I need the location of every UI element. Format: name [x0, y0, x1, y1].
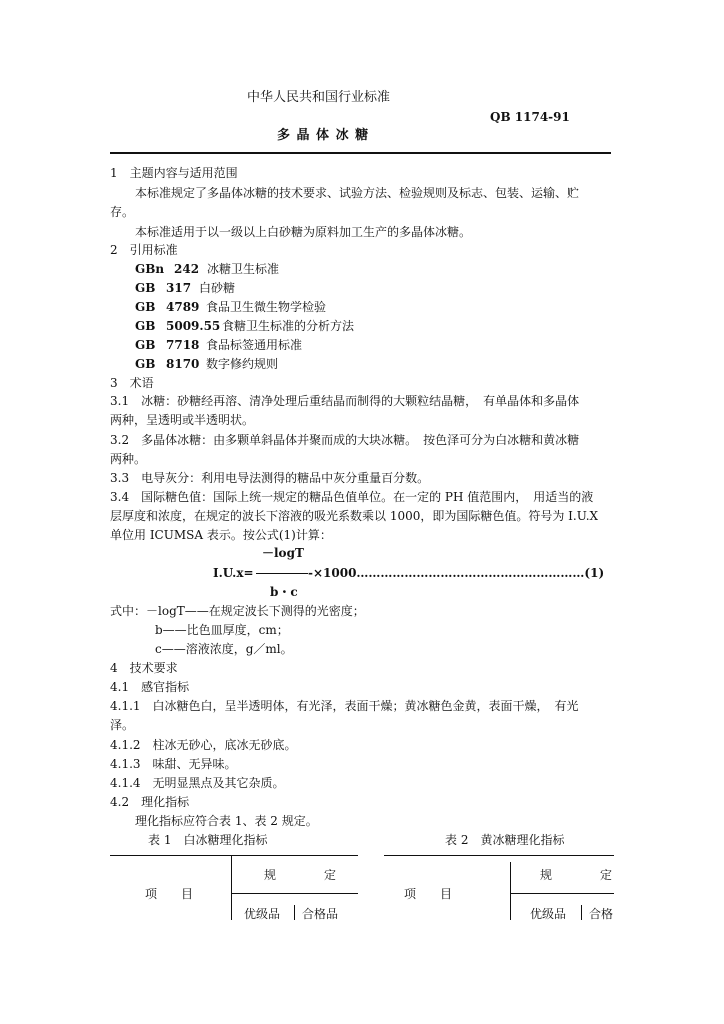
reference-prefix: GB: [135, 319, 156, 333]
subsection-4-2: 4.2 理化指标: [110, 795, 190, 809]
term-3-1-cont: 两种，呈透明或半透明状。: [110, 413, 255, 427]
reference-number: 4789: [166, 300, 200, 314]
reference-number: 317: [166, 281, 192, 295]
fraction-bar: [256, 573, 308, 574]
reference-number: 8170: [166, 357, 200, 371]
formula-numerator: －logT: [262, 546, 304, 560]
section-1-para-2: 本标准适用于以一级以上白砂糖为原料加工生产的多晶体冰糖。: [135, 225, 472, 239]
term-3-4: 3.4 国际糖色值：国际上统一规定的糖品色值单位。在一定的 PH 值范围内， 用适当的液: [110, 490, 594, 504]
term-3-1: 3.1 冰糖：砂糖经再溶、清净处理后重结晶而制得的大颗粒结晶糖， 有单晶体和多晶体: [110, 394, 580, 408]
reference-title: 食品标签通用标准: [206, 338, 303, 352]
table-2-header-qualified: 合格: [589, 907, 614, 921]
table-1-top-rule: [110, 855, 358, 856]
table-1-mid-rule: [231, 893, 358, 894]
term-3-4-cont-2: 单位用 ICUMSA 表示。按公式(1)计算：: [110, 528, 332, 542]
term-3-2: 3.2 多晶体冰糖：由多颗单斜晶体并聚而成的大块冰糖。 按色泽可分为白冰糖和黄冰糖: [110, 433, 580, 447]
section-4-2-para: 理化指标应符合表 1、表 2 规定。: [135, 814, 318, 828]
reference-title: 食品卫生微生物学检验: [206, 300, 327, 314]
item-4-1-2: 4.1.2 柱冰无砂心，底冰无砂底。: [110, 738, 297, 752]
formula-lhs: I.U.x=: [213, 566, 254, 580]
term-3-4-cont: 层厚度和浓度，在规定的波长下溶液的吸光系数乘以 1000，即为国际糖色值。符号为 I.U.X: [110, 509, 599, 523]
reference-title: 冰糖卫生标准: [207, 262, 280, 276]
section-3-heading: 3 术语: [110, 376, 154, 390]
table-2-subcolumn-divider: [581, 905, 582, 920]
subsection-4-1: 4.1 感官指标: [110, 680, 190, 694]
item-4-1-3: 4.1.3 味甜、无异味。: [110, 757, 237, 771]
term-3-2-cont: 两种。: [110, 452, 147, 466]
table-1-column-divider: [231, 855, 232, 920]
table-1-header-item: 项 目: [145, 887, 194, 901]
item-4-1-1: 4.1.1 白冰糖色白，呈半透明体，有光泽，表面干燥；黄冰糖色金黄，表面干燥， 有光: [110, 699, 579, 713]
reference-prefix: GB: [135, 357, 156, 371]
reference-title: 食糖卫生标准的分析方法: [222, 319, 355, 333]
table-1-caption: 表 1 白冰糖理化指标: [148, 833, 268, 847]
table-2-header-item: 项 目: [404, 887, 453, 901]
reference-title: 数字修约规则: [206, 357, 279, 371]
section-1-para-1-cont: 存。: [110, 205, 135, 219]
table-2-caption: 表 2 黄冰糖理化指标: [445, 833, 565, 847]
item-4-1-1-cont: 泽。: [110, 718, 135, 732]
reference-prefix: GBn: [135, 262, 165, 276]
section-2-heading: 2 引用标准: [110, 243, 178, 257]
section-1-para-1: 本标准规定了多晶体冰糖的技术要求、试验方法、检验规则及标志、包装、运输、贮: [135, 186, 580, 200]
header-rule: [110, 152, 611, 154]
formula-rhs: -×1000…………………………………………………(1): [308, 566, 605, 580]
standard-org: 中华人民共和国行业标准: [247, 90, 391, 105]
item-4-1-4: 4.1.4 无明显黑点及其它杂质。: [110, 776, 285, 790]
table-1-header-spec: 规 定: [264, 868, 337, 882]
formula-where-3: c——溶液浓度，g／ml。: [155, 642, 293, 656]
reference-prefix: GB: [135, 338, 156, 352]
term-3-3: 3.3 电导灰分：利用电导法测得的糖品中灰分重量百分数。: [110, 471, 430, 485]
reference-number: 5009.55: [166, 319, 221, 333]
reference-number: 242: [174, 262, 200, 276]
table-2-column-divider: [510, 862, 511, 920]
formula-where-1: 式中：－logT——在规定波长下测得的光密度；: [110, 604, 365, 618]
table-2-top-rule: [384, 855, 614, 856]
reference-number: 7718: [166, 338, 200, 352]
table-2-header-superior: 优级品: [530, 907, 567, 921]
table-1-subcolumn-divider: [294, 905, 295, 920]
section-1-heading: 1 主题内容与适用范围: [110, 166, 238, 180]
table-2-header-spec: 规 定: [540, 868, 613, 882]
reference-prefix: GB: [135, 300, 156, 314]
standard-code: QB 1174-91: [490, 110, 570, 124]
formula-denominator: b・c: [270, 585, 298, 599]
document-title: 多 晶 体 冰 糖: [277, 128, 370, 143]
formula-where-2: b——比色皿厚度，cm；: [155, 623, 289, 637]
reference-prefix: GB: [135, 281, 156, 295]
table-1-header-superior: 优级品: [244, 907, 281, 921]
section-4-heading: 4 技术要求: [110, 661, 178, 675]
table-2-mid-rule: [510, 893, 614, 894]
reference-title: 白砂糖: [199, 281, 236, 295]
table-1-header-qualified: 合格品: [302, 907, 339, 921]
